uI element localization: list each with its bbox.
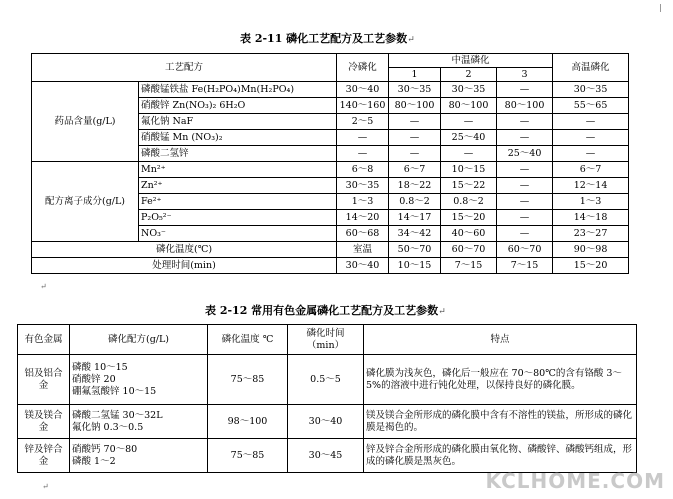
header-mid: 中温磷化 [389, 54, 553, 68]
table-cell: 6～7 [389, 162, 441, 178]
table-cell: 14～20 [337, 210, 389, 226]
table-cell: — [497, 162, 553, 178]
table-cell: 34～42 [389, 226, 441, 242]
table-cell: 10～15 [389, 258, 441, 274]
table-cell: 30～35 [337, 178, 389, 194]
time-label: 处理时间(min) [32, 258, 337, 274]
recipe-line: 磷酸 10～15 [72, 361, 128, 373]
table-row-label: P₂O₅²⁻ [139, 210, 337, 226]
table2-title [205, 302, 446, 318]
header-time [288, 325, 364, 355]
table-cell: 23～27 [553, 226, 629, 242]
table-row-label: NO₃⁻ [139, 226, 337, 242]
header-recipe: 工艺配方 [32, 54, 337, 82]
table-row-label: 硝酸锰 Mn (NO₃)₂ [139, 130, 337, 146]
table-cell: 1～3 [553, 194, 629, 210]
table-cell: 50～70 [389, 242, 441, 258]
time-cell: 30～45 [288, 439, 364, 473]
recipe-line: 硝酸锌 20 [72, 373, 116, 385]
table-cell: 30～35 [389, 82, 441, 98]
table-row-label: 磷酸锰铁盐 Fe(H₂PO₄)Mn(H₂PO₄) [139, 82, 337, 98]
group-drug-label: 药品含量(g/L) [32, 82, 139, 162]
metal-cell: 镁及镁合金 [18, 405, 70, 439]
header-high: 高温磷化 [553, 54, 629, 82]
recipe-line: 磷酸二氢锰 30～32L [72, 409, 163, 421]
table-cell: 80～100 [497, 98, 553, 114]
table-cell: 40～60 [441, 226, 497, 242]
table-cell: — [497, 82, 553, 98]
return-mark: ↵ [40, 282, 47, 291]
table-cell: — [553, 146, 629, 162]
table-cell: 60～68 [337, 226, 389, 242]
table-cell: 15～20 [441, 210, 497, 226]
table-cell: — [497, 194, 553, 210]
table-cell: — [497, 178, 553, 194]
recipe-cell [70, 439, 208, 473]
table-cell: 90～98 [553, 242, 629, 258]
table-cell: — [337, 130, 389, 146]
table-row-label: Zn²⁺ [139, 178, 337, 194]
table-row-label: Mn²⁺ [139, 162, 337, 178]
feature-cell: 磷化膜为浅灰色，磷化后一般应在 70～80℃的含有铬酸 3～5%的溶液中进行钝化处理，以保持良好的磷化膜。 [364, 355, 637, 405]
table-cell: 室温 [337, 242, 389, 258]
table-cell: — [497, 130, 553, 146]
table-cell: 30～40 [337, 258, 389, 274]
header-metal: 有色金属 [18, 325, 70, 355]
table-row-label: Fe²⁺ [139, 194, 337, 210]
table-cell: — [497, 114, 553, 130]
page-margin-marker [660, 4, 661, 12]
table-cell: 0.8～2 [441, 194, 497, 210]
table-cell: 15～20 [553, 258, 629, 274]
header-temp: 磷化温度 ℃ [208, 325, 288, 355]
table2 [17, 324, 637, 473]
header-time-line1: 磷化时间 [306, 327, 345, 339]
table-cell: 80～100 [441, 98, 497, 114]
table-cell: 10～15 [441, 162, 497, 178]
table-row-label: 氟化钠 NaF [139, 114, 337, 130]
table-cell: 14～17 [389, 210, 441, 226]
table-cell: 1～3 [337, 194, 389, 210]
header-mid-2: 2 [441, 68, 497, 82]
table-row-label: 硝酸锌 Zn(NO₃)₂ 6H₂O [139, 98, 337, 114]
metal-cell: 锌及锌合金 [18, 439, 70, 473]
table-cell: 80～100 [389, 98, 441, 114]
header-mid-3: 3 [497, 68, 553, 82]
table-cell: 6～8 [337, 162, 389, 178]
header-cold: 冷磷化 [337, 54, 389, 82]
table-cell: 25～40 [497, 146, 553, 162]
table1 [31, 53, 629, 274]
table-cell: — [553, 130, 629, 146]
header-recipe2: 磷化配方(g/L) [70, 325, 208, 355]
table-cell: 7～15 [497, 258, 553, 274]
table-cell: 55～65 [553, 98, 629, 114]
table-cell: 60～70 [441, 242, 497, 258]
table-cell: — [497, 226, 553, 242]
recipe-line: 磷酸 1～2 [72, 455, 116, 467]
temp-cell: 75～85 [208, 355, 288, 405]
time-cell: 0.5～5 [288, 355, 364, 405]
recipe-line: 氟化钠 0.3～0.5 [72, 421, 144, 433]
feature-cell: 镁及镁合金所形成的磷化膜中含有不溶性的镁盐，所形成的磷化膜是褐色的。 [364, 405, 637, 439]
recipe-line: 硼氟氢酸锌 10～15 [72, 385, 157, 397]
table-cell: 30～35 [553, 82, 629, 98]
table-cell: 30～40 [337, 82, 389, 98]
table-cell: 7～15 [441, 258, 497, 274]
return-mark: ↵ [407, 35, 415, 45]
header-feature: 特点 [364, 325, 637, 355]
temp-cell: 98～100 [208, 405, 288, 439]
header-mid-1: 1 [389, 68, 441, 82]
table-cell: 18～22 [389, 178, 441, 194]
table-cell: — [389, 146, 441, 162]
table-row-label: 磷酸二氢锌 [139, 146, 337, 162]
table-cell: 140～160 [337, 98, 389, 114]
feature-cell: 锌及锌合金所形成的磷化膜由氧化物、磷酸锌、磷酸钙组成，形成的磷化膜是黑灰色。 [364, 439, 637, 473]
return-mark: ↵ [42, 482, 49, 491]
return-mark: ↵ [438, 307, 446, 317]
recipe-cell [70, 405, 208, 439]
watermark-logo: KCLHOME.COM [485, 469, 665, 493]
table-cell: 25～40 [441, 130, 497, 146]
time-cell: 30～40 [288, 405, 364, 439]
recipe-line: 硝酸钙 70～80 [72, 443, 138, 455]
temp-label: 磷化温度(℃) [32, 242, 337, 258]
temp-cell: 75～85 [208, 439, 288, 473]
table1-title-text: 表 2-11 磷化工艺配方及工艺参数 [240, 32, 408, 45]
table-cell: — [553, 114, 629, 130]
table1-title [240, 30, 415, 46]
table-cell: 60～70 [497, 242, 553, 258]
table-cell: 12～14 [553, 178, 629, 194]
table-cell: — [389, 114, 441, 130]
table-cell: — [441, 146, 497, 162]
table-cell: 30～35 [441, 82, 497, 98]
metal-cell: 铝及铝合金 [18, 355, 70, 405]
table-cell: 6～7 [553, 162, 629, 178]
table-cell: — [389, 130, 441, 146]
table-cell: — [497, 210, 553, 226]
header-time-line2: （min） [306, 339, 345, 351]
table2-title-text: 表 2-12 常用有色金属磷化工艺配方及工艺参数 [205, 304, 439, 317]
table-cell: 2～5 [337, 114, 389, 130]
recipe-cell [70, 355, 208, 405]
table-cell: — [441, 114, 497, 130]
table-cell: 15～22 [441, 178, 497, 194]
group-ion-label: 配方离子成分(g/L) [32, 162, 139, 242]
table-cell: 0.8～2 [389, 194, 441, 210]
table-cell: 14～18 [553, 210, 629, 226]
table-cell: — [337, 146, 389, 162]
